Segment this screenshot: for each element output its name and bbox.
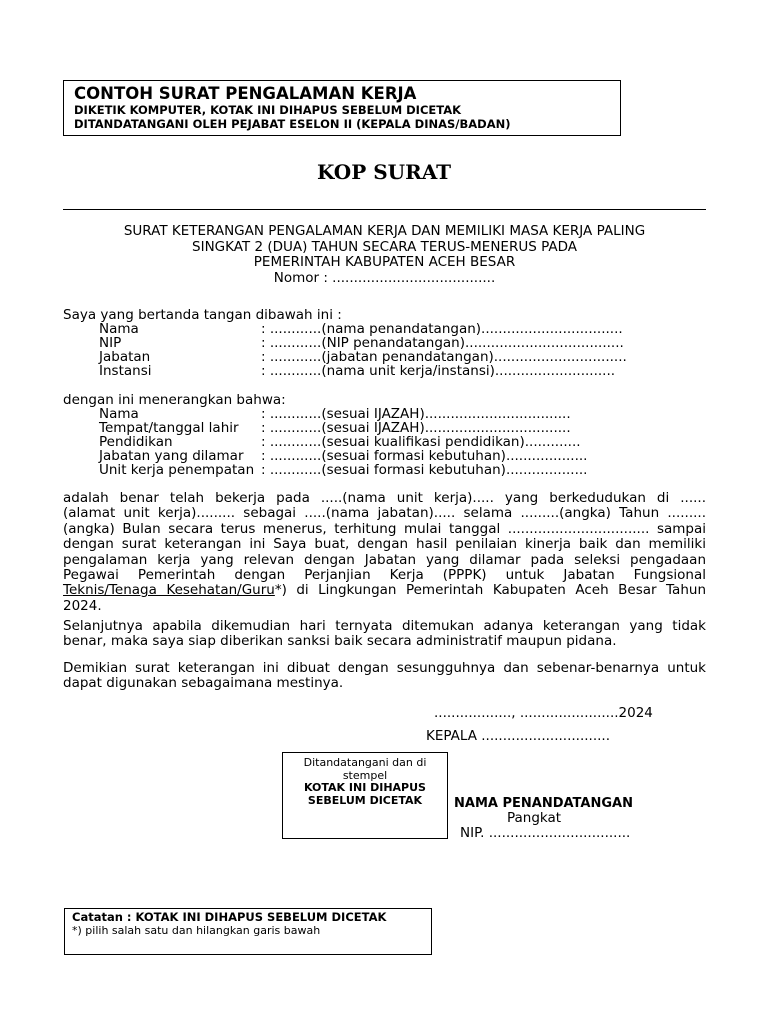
- subject-value: : ............(sesuai formasi kebutuhan)...................: [261, 462, 588, 478]
- instruction-title: CONTOH SURAT PENGALAMAN KERJA: [74, 84, 417, 103]
- letter-title: [63, 224, 706, 286]
- note-title: Catatan : KOTAK INI DIHAPUS SEBELUM DICETAK: [72, 910, 387, 924]
- signer-label: Jabatan: [99, 349, 151, 365]
- body-line: pengalaman kerja yang relevan dengan Jabatan yang dilamar pada seleksi pengadaan: [63, 551, 706, 568]
- signer-label: NIP: [99, 335, 122, 351]
- subject-label: Pendidikan: [99, 434, 173, 450]
- letterhead-divider: [63, 209, 706, 210]
- signer-rank: Pangkat: [507, 810, 562, 826]
- paragraph-line: Demikian surat keterangan ini dibuat dengan sesungguhnya dan sebenar-benarnya untuk: [63, 660, 706, 676]
- signer-name: NAMA PENANDATANGAN: [454, 796, 633, 811]
- subject-intro: dengan ini menerangkan bahwa:: [63, 392, 286, 408]
- subject-value: : ............(sesuai IJAZAH)..................................: [261, 406, 571, 422]
- paragraph-line: dapat digunakan sebagaimana mestinya.: [63, 675, 344, 692]
- subject-label: Nama: [99, 406, 139, 422]
- signer-label: Nama: [99, 321, 139, 337]
- signer-value: : ............(NIP penandatangan).....................................: [261, 335, 624, 351]
- letterhead-title: KOP SURAT: [316, 160, 452, 184]
- letter-number: Nomor : ......................................: [273, 269, 496, 286]
- body-line: (angka) Bulan secara terus menerus, terhitung mulai tanggal ................................. sampai: [63, 520, 706, 537]
- instruction-line: DIKETIK KOMPUTER, KOTAK INI DIHAPUS SEBELUM DICETAK: [74, 103, 462, 117]
- signer-value: : ............(jabatan penandatangan)...............................: [261, 349, 627, 365]
- signer-position: KEPALA ..............................: [426, 728, 610, 744]
- signer-label: Instansi: [99, 363, 152, 379]
- signer-value: : ............(nama unit kerja/instansi)............................: [261, 363, 616, 379]
- body-paragraph: [63, 491, 706, 614]
- body-line: 2024.: [63, 597, 102, 614]
- subject-label: Jabatan yang dilamar: [99, 448, 244, 464]
- body-line: Pegawai Pemerintah dengan Perjanjian Kerja (PPPK) untuk Jabatan Fungsional: [63, 567, 706, 584]
- position-options: Teknis/Tenaga Kesehatan/Guru: [63, 582, 275, 599]
- subject-value: : ............(sesuai formasi kebutuhan)...................: [261, 448, 588, 464]
- body-line: adalah benar telah bekerja pada .....(nama unit kerja)..... yang berkedudukan di ......: [63, 490, 706, 506]
- paragraph-closing: [63, 661, 706, 692]
- body-line-rest: *) di Lingkungan Pemerintah Kabupaten Aceh Besar Tahun: [274, 582, 706, 599]
- paragraph-sanction: [63, 619, 706, 650]
- signer-nip: NIP. .................................: [460, 825, 631, 841]
- body-line: [63, 583, 706, 598]
- letter-title-line: SINGKAT 2 (DUA) TAHUN SECARA TERUS-MENERUS PADA: [192, 238, 577, 255]
- body-line: dengan surat keterangan ini Saya buat, dengan hasil penilaian kinerja baik dan memiliki: [63, 536, 706, 553]
- signature-stamp-box: [282, 752, 448, 839]
- instruction-box: [63, 80, 621, 136]
- subject-value: : ............(sesuai IJAZAH)..................................: [261, 420, 571, 436]
- place-date: .................., .......................2024: [434, 705, 653, 721]
- subject-label: Unit kerja penempatan: [99, 462, 255, 478]
- note-text: *) pilih salah satu dan hilangkan garis bawah: [72, 924, 321, 937]
- note-box: [64, 908, 432, 955]
- letter-title-line: PEMERINTAH KABUPATEN ACEH BESAR: [253, 254, 516, 270]
- subject-value: : ............(sesuai kualifikasi pendidikan).............: [261, 434, 581, 450]
- subject-label: Tempat/tanggal lahir: [99, 420, 239, 436]
- sign-box-line: stempel: [342, 768, 388, 782]
- paragraph-line: benar, maka saya siap diberikan sanksi baik secara administratif maupun pidana.: [63, 633, 617, 650]
- sign-box-line: KOTAK INI DIHAPUS: [304, 781, 426, 794]
- paragraph-line: Selanjutnya apabila dikemudian hari ternyata ditemukan adanya keterangan yang tidak: [63, 618, 706, 634]
- body-line: (alamat unit kerja)......... sebagai .....(nama jabatan)..... selama .........(angka) Tahun .........: [63, 505, 706, 522]
- sign-box-line: Ditandatangani dan di: [303, 756, 427, 769]
- signer-intro: Saya yang bertanda tangan dibawah ini :: [63, 307, 342, 323]
- sign-box-line: SEBELUM DICETAK: [307, 793, 423, 807]
- signer-value: : ............(nama penandatangan).................................: [261, 321, 623, 337]
- instruction-line: DITANDATANGANI OLEH PEJABAT ESELON II (KEPALA DINAS/BADAN): [74, 116, 511, 131]
- letter-title-line: SURAT KETERANGAN PENGALAMAN KERJA DAN MEMILIKI MASA KERJA PALING: [123, 223, 646, 239]
